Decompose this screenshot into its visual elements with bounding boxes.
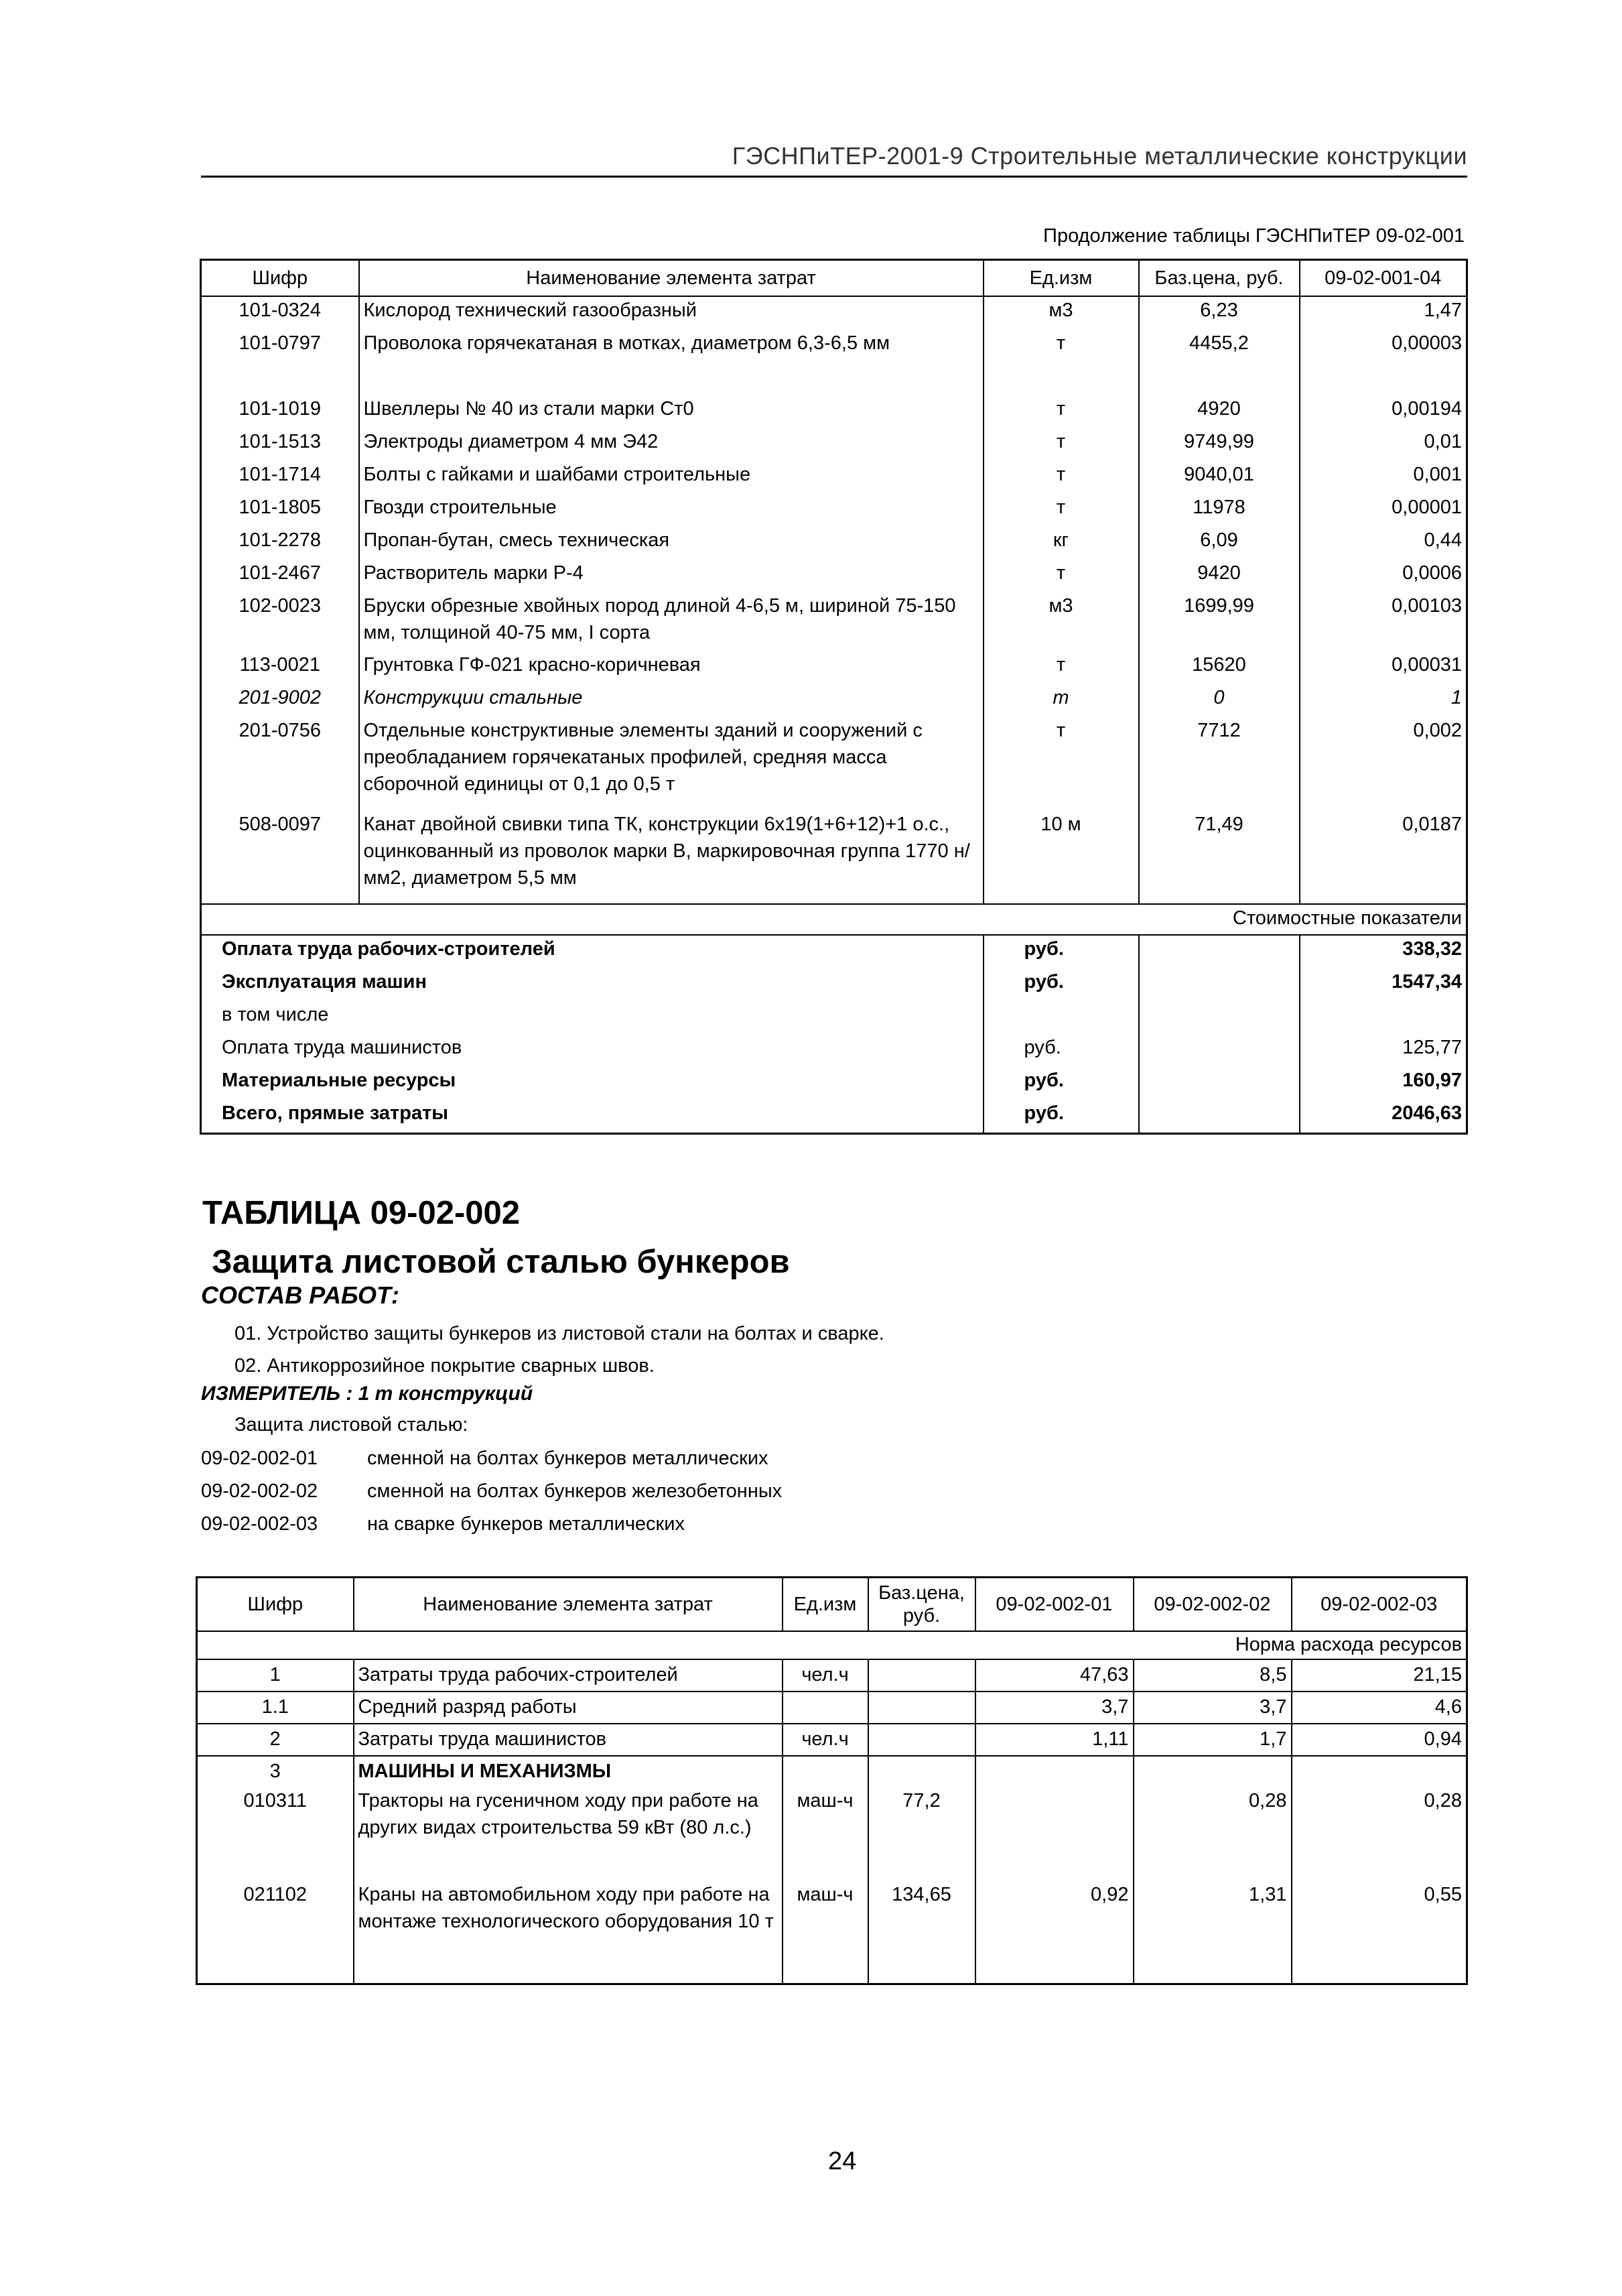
cell-price: 6,09 xyxy=(1139,527,1300,560)
cost-price-empty xyxy=(1139,1001,1300,1034)
header-norm-2: 09-02-002-02 xyxy=(1134,1578,1292,1632)
cell-price: 6,23 xyxy=(1139,296,1300,330)
cell-code: 101-0324 xyxy=(201,296,359,330)
cell-code: 1.1 xyxy=(197,1692,354,1724)
cell-price: 4920 xyxy=(1139,395,1300,428)
cost-unit: руб. xyxy=(984,1034,1139,1067)
table-row xyxy=(201,651,1467,684)
cell-unit: кг xyxy=(984,527,1139,560)
running-header: ГЭСНПиТЕР-2001-9 Строительные металлические конструкции xyxy=(201,142,1467,178)
table-row xyxy=(201,684,1467,717)
variant-code: 09-02-002-01 xyxy=(201,1448,318,1469)
variant-text: сменной на болтах бункеров железобетонных xyxy=(367,1480,783,1502)
cell-unit: т xyxy=(984,330,1139,395)
cell-value-1 xyxy=(975,1756,1134,1787)
cell-unit: м3 xyxy=(984,296,1139,330)
header-name: Наименование элемента затрат xyxy=(359,260,984,297)
table-row xyxy=(201,428,1467,461)
table-subtitle: Защита листовой сталью бункеров xyxy=(212,1244,790,1280)
cell-price: 9420 xyxy=(1139,560,1300,592)
cost-header-row xyxy=(201,904,1467,935)
cell-price: 11978 xyxy=(1139,494,1300,527)
table-row xyxy=(201,330,1467,395)
cell-code: 508-0097 xyxy=(201,811,359,904)
cell-price: 7712 xyxy=(1139,717,1300,811)
cell-price: 1699,99 xyxy=(1139,592,1300,651)
cell-price: 134,65 xyxy=(868,1881,975,1984)
cost-row xyxy=(201,1001,1467,1034)
header-code: Шифр xyxy=(201,260,359,297)
variants-intro: Защита листовой сталью: xyxy=(234,1414,468,1436)
cost-row xyxy=(201,935,1467,968)
cost-label: Оплата труда рабочих-строителей xyxy=(201,935,984,968)
table-row xyxy=(197,1659,1467,1692)
cell-name: Болты с гайками и шайбами строительные xyxy=(359,461,984,494)
cost-value: 2046,63 xyxy=(1392,1102,1462,1124)
cell-value-3: 0,94 xyxy=(1292,1724,1467,1756)
cell-name: Электроды диаметром 4 мм Э42 xyxy=(359,428,984,461)
cell-code: 201-0756 xyxy=(201,717,359,811)
variant-code: 09-02-002-02 xyxy=(201,1480,318,1502)
header-name: Наименование элемента затрат xyxy=(354,1578,783,1632)
header-norm-3: 09-02-002-03 xyxy=(1292,1578,1467,1632)
cell-value: 0,00194 xyxy=(1392,398,1462,420)
cell-code: 1 xyxy=(197,1659,354,1692)
cell-code: 101-2278 xyxy=(201,527,359,560)
cell-value-3: 0,55 xyxy=(1292,1881,1467,1984)
header-price: Баз.цена, руб. xyxy=(1139,260,1300,297)
header-unit: Ед.изм xyxy=(984,260,1139,297)
cell-name: Канат двойной свивки типа ТК, конструкции 6х19(1+6+12)+1 о.с., оцинкованный из проволок марки В, маркировочная группа 1770 н/мм2, диаметром 5,5 мм xyxy=(359,811,984,904)
cell-value-1: 0,92 xyxy=(975,1881,1134,1984)
cell-name: Затраты труда машинистов xyxy=(354,1724,783,1756)
cost-value xyxy=(1300,1001,1467,1034)
cell-name: Бруски обрезные хвойных пород длиной 4-6,5 м, шириной 75-150 мм, толщиной 40-75 мм, I сорта xyxy=(359,592,984,651)
cell-unit: т xyxy=(984,494,1139,527)
cell-price: 9749,99 xyxy=(1139,428,1300,461)
cell-unit xyxy=(783,1756,868,1787)
cell-price: 15620 xyxy=(1139,651,1300,684)
cost-unit: руб. xyxy=(984,1100,1139,1134)
cell-name: МАШИНЫ И МЕХАНИЗМЫ xyxy=(354,1756,783,1787)
cell-value-3: 4,6 xyxy=(1292,1692,1467,1724)
cell-code: 101-0797 xyxy=(201,330,359,395)
table-row xyxy=(197,1756,1467,1787)
cell-code: 113-0021 xyxy=(201,651,359,684)
cell-name: Отдельные конструктивные элементы зданий и сооружений с преобладанием горячекатаных профилей, средняя масса сборочной единицы от 0,1 до 0,5 т xyxy=(359,717,984,811)
cell-code: 2 xyxy=(197,1724,354,1756)
cost-unit: руб. xyxy=(984,968,1139,1001)
cost-label: Материальные ресурсы xyxy=(201,1067,984,1100)
cell-code: 102-0023 xyxy=(201,592,359,651)
header-unit: Ед.изм xyxy=(783,1578,868,1632)
cost-header: Стоимостные показатели xyxy=(201,904,1467,935)
cost-value: 338,32 xyxy=(1402,938,1462,960)
cell-code: 101-2467 xyxy=(201,560,359,592)
table-row xyxy=(201,494,1467,527)
cell-value-3: 0,28 xyxy=(1292,1787,1467,1881)
header-price: Баз.цена, руб. xyxy=(868,1578,975,1632)
cell-value: 0,44 xyxy=(1424,529,1462,551)
cell-value: 1 xyxy=(1450,687,1462,708)
cost-value: 160,97 xyxy=(1402,1070,1462,1091)
norm-header: Норма расхода ресурсов xyxy=(197,1631,1467,1659)
cost-row xyxy=(201,1100,1467,1134)
cell-name: Тракторы на гусеничном ходу при работе на других видах строительства 59 кВт (80 л.с.) xyxy=(354,1787,783,1881)
cost-label: Оплата труда машинистов xyxy=(201,1034,984,1067)
cost-row xyxy=(201,1034,1467,1067)
cell-name: Конструкции стальные xyxy=(359,684,984,717)
cost-row xyxy=(201,968,1467,1001)
cell-value: 0,001 xyxy=(1413,464,1462,485)
cell-price xyxy=(868,1659,975,1692)
cell-value-2: 8,5 xyxy=(1134,1659,1292,1692)
work-item: 02. Антикоррозийное покрытие сварных швов. xyxy=(234,1355,655,1377)
cell-value-2 xyxy=(1134,1756,1292,1787)
cell-code: 101-1513 xyxy=(201,428,359,461)
table-title: ТАБЛИЦА 09-02-002 xyxy=(202,1195,521,1231)
cell-value-2: 1,7 xyxy=(1134,1724,1292,1756)
table-row xyxy=(197,1787,1467,1881)
norm-header-row xyxy=(197,1631,1467,1659)
meter-label: ИЗМЕРИТЕЛЬ : 1 т конструкций xyxy=(201,1383,533,1405)
cost-price-empty xyxy=(1139,1034,1300,1067)
cost-label: Эксплуатация машин xyxy=(201,968,984,1001)
cell-name: Проволока горячекатаная в мотках, диаметром 6,3-6,5 мм xyxy=(359,330,984,395)
cost-price-empty xyxy=(1139,968,1300,1001)
cell-price: 77,2 xyxy=(868,1787,975,1881)
cell-name: Средний разряд работы xyxy=(354,1692,783,1724)
table-row xyxy=(201,717,1467,811)
cell-value-2: 3,7 xyxy=(1134,1692,1292,1724)
cost-value: 125,77 xyxy=(1402,1037,1462,1058)
variant-code: 09-02-002-03 xyxy=(201,1513,318,1535)
cost-unit: руб. xyxy=(984,935,1139,968)
table-header-row xyxy=(197,1578,1467,1632)
cell-unit: т xyxy=(984,395,1139,428)
cell-value: 0,01 xyxy=(1424,431,1462,452)
cell-value: 0,00103 xyxy=(1392,595,1462,617)
cost-row xyxy=(201,1067,1467,1100)
cost-price-empty xyxy=(1139,1067,1300,1100)
cell-unit: т xyxy=(984,651,1139,684)
cost-label: Всего, прямые затраты xyxy=(201,1100,984,1134)
cell-price: 0 xyxy=(1139,684,1300,717)
table-row xyxy=(201,560,1467,592)
cost-value: 1547,34 xyxy=(1392,971,1462,993)
cell-price: 71,49 xyxy=(1139,811,1300,904)
resources-table-09-02-002 xyxy=(196,1576,1468,1985)
table-row xyxy=(201,527,1467,560)
cell-unit xyxy=(783,1692,868,1724)
cell-value: 0,0187 xyxy=(1402,814,1462,835)
cell-unit: т xyxy=(984,461,1139,494)
table-continuation-label: Продолжение таблицы ГЭСНПиТЕР 09-02-001 xyxy=(1043,225,1465,247)
cell-value-1 xyxy=(975,1787,1134,1881)
table-row xyxy=(197,1692,1467,1724)
cell-unit: т xyxy=(984,560,1139,592)
cell-value-1: 47,63 xyxy=(975,1659,1134,1692)
cell-code: 010311 xyxy=(197,1787,354,1881)
cell-name: Затраты труда рабочих-строителей xyxy=(354,1659,783,1692)
header-norm-1: 09-02-002-01 xyxy=(975,1578,1134,1632)
variant-text: сменной на болтах бункеров металлических xyxy=(367,1448,768,1469)
cell-value-2: 1,31 xyxy=(1134,1881,1292,1984)
cell-unit: чел.ч xyxy=(783,1659,868,1692)
cell-unit: м3 xyxy=(984,592,1139,651)
variant-item xyxy=(201,1480,782,1503)
table-row xyxy=(201,811,1467,904)
cell-value: 0,0006 xyxy=(1402,562,1462,584)
variant-item xyxy=(201,1448,768,1470)
table-row xyxy=(201,296,1467,330)
cell-name: Пропан-бутан, смесь техническая xyxy=(359,527,984,560)
cell-value-1: 3,7 xyxy=(975,1692,1134,1724)
header-norm: 09-02-001-04 xyxy=(1300,260,1467,297)
cell-code: 3 xyxy=(197,1756,354,1787)
cell-name: Грунтовка ГФ-021 красно-коричневая xyxy=(359,651,984,684)
cell-code: 021102 xyxy=(197,1881,354,1984)
cell-value: 1,47 xyxy=(1424,300,1462,321)
cell-value: 0,00003 xyxy=(1392,332,1462,354)
cell-name: Кислород технический газообразный xyxy=(359,296,984,330)
cell-unit: т xyxy=(984,428,1139,461)
cell-unit: маш-ч xyxy=(783,1787,868,1881)
cell-value: 0,00031 xyxy=(1392,654,1462,676)
cell-code: 101-1805 xyxy=(201,494,359,527)
table-header-row xyxy=(201,260,1467,297)
cell-code: 201-9002 xyxy=(201,684,359,717)
cell-price xyxy=(868,1756,975,1787)
cell-value-3: 21,15 xyxy=(1292,1659,1467,1692)
cell-unit: т xyxy=(984,684,1139,717)
cell-value-1: 1,11 xyxy=(975,1724,1134,1756)
cell-value-3 xyxy=(1292,1756,1467,1787)
table-row xyxy=(201,461,1467,494)
table-row xyxy=(197,1724,1467,1756)
cell-code: 101-1714 xyxy=(201,461,359,494)
cell-price: 9040,01 xyxy=(1139,461,1300,494)
table-row xyxy=(201,395,1467,428)
variant-text: на сварке бункеров металлических xyxy=(367,1513,685,1535)
cell-unit: 10 м xyxy=(984,811,1139,904)
composition-label: СОСТАВ РАБОТ: xyxy=(201,1281,399,1309)
cell-value: 0,00001 xyxy=(1392,497,1462,518)
cost-unit: руб. xyxy=(984,1067,1139,1100)
cell-value-2: 0,28 xyxy=(1134,1787,1292,1881)
table-row xyxy=(201,592,1467,651)
variant-item xyxy=(201,1513,685,1535)
cell-name: Растворитель марки Р-4 xyxy=(359,560,984,592)
header-code: Шифр xyxy=(197,1578,354,1632)
cost-label: в том числе xyxy=(201,1001,984,1034)
page-number: 24 xyxy=(828,2147,857,2175)
cell-price: 4455,2 xyxy=(1139,330,1300,395)
cell-price xyxy=(868,1724,975,1756)
cost-price-empty xyxy=(1139,935,1300,968)
cell-name: Швеллеры № 40 из стали марки Ст0 xyxy=(359,395,984,428)
cell-unit: маш-ч xyxy=(783,1881,868,1984)
work-item: 01. Устройство защиты бункеров из листовой стали на болтах и сварке. xyxy=(234,1323,884,1344)
cell-price xyxy=(868,1692,975,1724)
cell-unit: т xyxy=(984,717,1139,811)
cell-code: 101-1019 xyxy=(201,395,359,428)
table-row xyxy=(197,1881,1467,1984)
cell-name: Краны на автомобильном ходу при работе на монтаже технологического оборудования 10 т xyxy=(354,1881,783,1984)
cell-value: 0,002 xyxy=(1413,720,1462,741)
cost-price-empty xyxy=(1139,1100,1300,1134)
cell-name: Гвозди строительные xyxy=(359,494,984,527)
cost-unit xyxy=(984,1001,1139,1034)
cell-unit: чел.ч xyxy=(783,1724,868,1756)
resources-table-09-02-001 xyxy=(200,259,1468,1135)
